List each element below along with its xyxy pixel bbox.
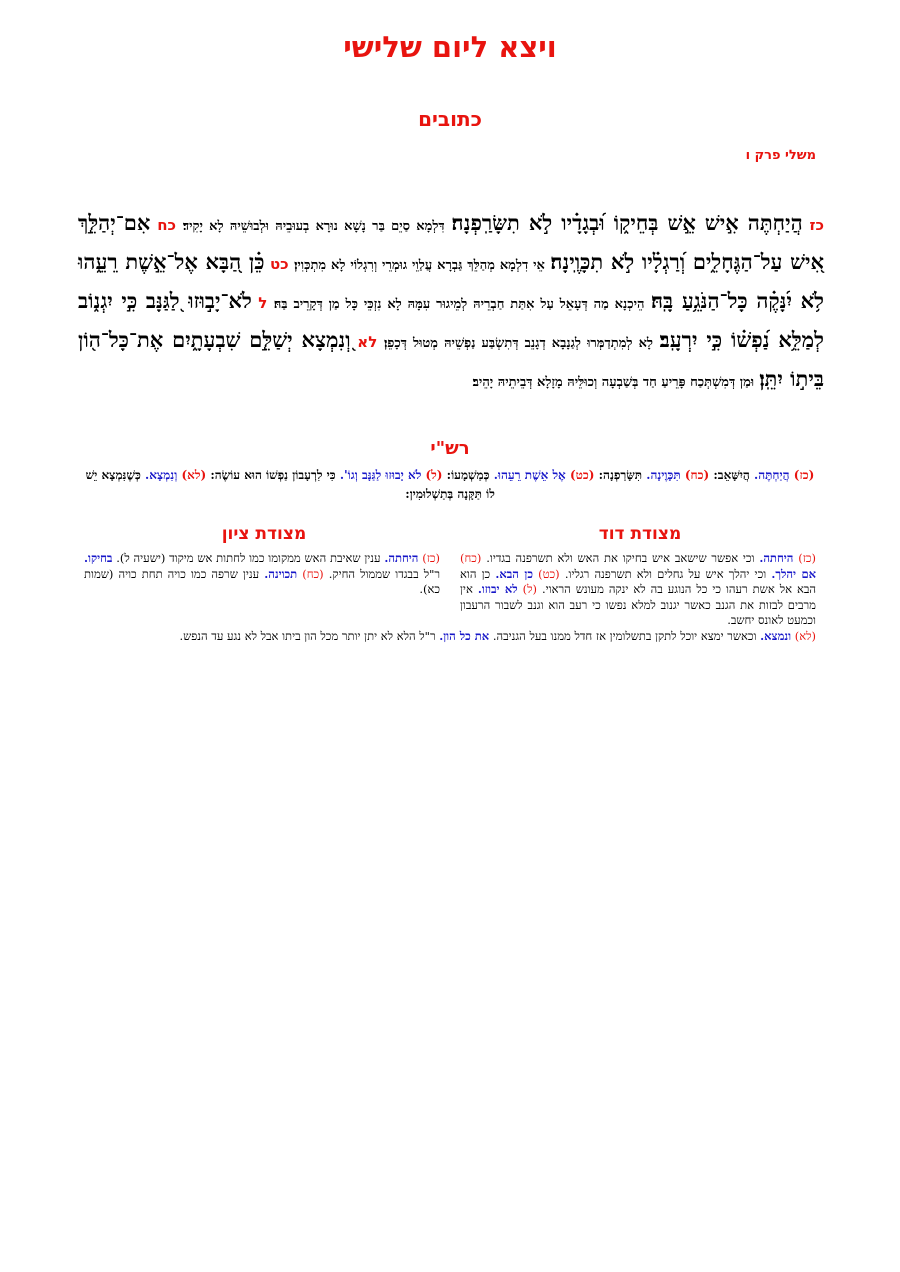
md-entry bbox=[493, 629, 816, 643]
entry-heading: אם יהלך. bbox=[771, 566, 816, 581]
entry-text: ענין שרפה כמו כויה תחת כויה (שמות כא). bbox=[84, 566, 440, 596]
rashi-commentary bbox=[84, 466, 816, 504]
verse-text: וְ֭נִמְצָא יְשַׁלֵּ֣ם שִׁבְעָתָ֑יִם אֶת־כָּל־ה֖וֹן בֵּית֣וֹ יִתֵּֽן׃ bbox=[78, 327, 824, 391]
entry-text: ר"ל הלא לא יתן יותר מכל הון ביתו אבל לא נגע עד הנפש. bbox=[179, 629, 436, 643]
entry-text: ענין שאיבת האש ממקומו כמו לחתות אש מיקוד (ישעיה ל). bbox=[116, 551, 381, 565]
entry-text: כְּמַשְׁמָעוֹ: bbox=[446, 468, 490, 482]
entry-text: תִּשָּׂרַפְנָה: bbox=[598, 468, 643, 482]
entry-text: ר"ל בבגדו שממול החיק. bbox=[328, 566, 441, 581]
chapter-heading: משלי פרק ו bbox=[745, 148, 816, 163]
entry-text: כְּשֶׁנִּמְצָא יֵשׁ לוֹ תַּקָּנָה בְּתַשְׁלוּמִין: bbox=[85, 468, 495, 501]
entry-number: (לא) bbox=[181, 468, 207, 482]
md-entry bbox=[486, 551, 816, 565]
entry-number: (כט) bbox=[538, 566, 560, 581]
verse-number: לא bbox=[357, 333, 378, 351]
rashi-title: רש"י bbox=[430, 438, 470, 459]
metzudat-david-column bbox=[460, 551, 816, 629]
entry-number: (כח) bbox=[302, 566, 324, 581]
targum-text: אֵי דִלְמָא מְהַלֵּךְ גַּבְרָא עֲלַוֵי גוּמְרֵי וְרִגְלוֹי לָא מִתְכְּוִין׃ bbox=[294, 258, 545, 273]
entry-text: וכי אפשר שישאב איש בחיקו את האש ולא תשרפנה בגדיו. bbox=[486, 551, 755, 565]
entry-text: הֲיִשָּׁאֵב: bbox=[713, 468, 750, 482]
entry-heading: כן הבא. bbox=[495, 566, 533, 581]
verse-text: הֲיַחְתֶּה אִ֣ישׁ אֵ֣שׁ בְּחֵיק֑וֹ וּ֝בְגָדָ֗יו לֹ֣א תִשָּׂרַֽפְנָה׃ bbox=[451, 210, 803, 235]
rashi-entry bbox=[713, 468, 814, 482]
entry-number: (כז) bbox=[793, 468, 815, 482]
entry-text: כִּי לִרְעָבוֹן נַפְשׁוֹ הוּא עוֹשֶׂה: bbox=[210, 468, 336, 482]
entry-heading: לֹא יָבוּזוּ לַגַּנָּב וְגוֹ'. bbox=[339, 468, 422, 482]
verse-text: לֹא־יָב֣וּזוּ לַ֭גַּנָּב כִּ֣י יִגְנ֑וֹב לְמַלֵּ֥א נַ֝פְשׁ֗וֹ כִּ֣י יִרְעָֽב׃ bbox=[78, 288, 824, 352]
metzudat-zion-column bbox=[84, 551, 440, 598]
entry-heading: וְנִמְצָא. bbox=[145, 468, 178, 482]
verse-text: אִם־יְהַלֵּ֣ךְ אִ֭ישׁ עַל־הַגֶּחָלִ֑ים וְ֝רַגְלָ֗יו לֹ֣א תִכָּוֶֽינָה׃ bbox=[78, 210, 824, 274]
entry-heading: תִּכָּוֶינָה. bbox=[646, 468, 681, 482]
entry-text: אין מרבים לבזות את הגנב כאשר יגנוב למלא נפשו כי רעב הוא וגנב לשבור הרעבון וכמעט לאונס יחשב. bbox=[460, 582, 816, 627]
verse-number: ל bbox=[258, 294, 268, 312]
verses-block bbox=[78, 205, 824, 400]
verse-number: כט bbox=[269, 255, 289, 273]
entry-heading: היחתה. bbox=[759, 551, 794, 565]
metzudat-david-continued bbox=[84, 629, 816, 645]
targum-text: דִּלְמָא סַיֵם בַּר נָשָׁא נוּרָא בְעוּבֵיהּ וּלְבוּשֵׁיהּ לָא יָקִיד׃ bbox=[182, 219, 445, 234]
entry-number: (כז) bbox=[422, 551, 441, 565]
verse-text: כֵּ֗ן הַ֭בָּא אֶל־אֵ֣שֶׁת רֵעֵ֑הוּ לֹ֥א יִ֝נָּקֶ֗ה כָּל־הַנֹּגֵ֥עַ בָּֽהּ׃ bbox=[78, 249, 824, 313]
entry-heading: אֶל אֵשֶׁת רֵעֵהוּ. bbox=[493, 468, 566, 482]
targum-text: לָא לְמִתְדַמְּרוּ לְגַנָבָא דְגָנֵב דְּתִשְׂבַּע נַפְשֵׁיהּ מְטוּל דְּכָפֵן׃ bbox=[383, 336, 653, 351]
rashi-entry bbox=[599, 468, 710, 482]
entry-text: וכאשר ימצא יוכל לתקן בתשלומין אז חדל ממנו בעל הגניבה. bbox=[492, 629, 757, 643]
entry-heading: לא יבוזו. bbox=[477, 582, 518, 596]
md-entry bbox=[179, 629, 489, 643]
entry-number: (כט) bbox=[569, 468, 595, 482]
entry-text: וכי יהלך איש על גחלים ולא תשרפנה רגליו. bbox=[564, 566, 767, 581]
entry-number: (לא) bbox=[794, 629, 816, 643]
verse-number: כח bbox=[157, 216, 177, 234]
entry-heading: היחתה. bbox=[384, 551, 419, 565]
targum-text: וּמַן דְּמִשְׁתְּכַח פָּרֵיעַ חַד בְּשַׁבְעָה וְכוּלֵּיהּ מָזָלָא דְּבֵיתֵיהּ יָהֵיב׃ bbox=[472, 375, 755, 390]
entry-heading: בחיקו. bbox=[84, 551, 113, 565]
entry-heading: הֲיַחְתֶּה. bbox=[754, 468, 790, 482]
entry-heading: תכוינה. bbox=[264, 566, 298, 581]
metzudat-zion-title: מצודת ציון bbox=[221, 524, 307, 544]
targum-text: הֵיכְנָא מַה דְּעָאֵל עַל אִתַּת חַבְרֵיהּ לְמֵיגוּר עִמָּהּ לָא נִזְכֵּי כָּל מַן דְּקָרֵיב בַּהּ׃ bbox=[273, 297, 645, 312]
verse-27 bbox=[176, 210, 825, 235]
entry-number: (כח) bbox=[460, 551, 482, 565]
entry-number: (כז) bbox=[798, 551, 816, 565]
entry-heading: ונמצא. bbox=[760, 629, 792, 643]
rashi-entry bbox=[447, 468, 595, 482]
entry-number: (כח) bbox=[684, 468, 710, 482]
entry-text: כן הוא הבא אל אשת רעהו כי כל הנוגע בה לא ינקה מעונש הראוי. bbox=[460, 566, 816, 596]
rashi-entry bbox=[210, 468, 442, 482]
page-title: ויצא ליום שלישי bbox=[343, 30, 557, 64]
entry-number: (ל) bbox=[425, 468, 443, 482]
metzudat-david-title: מצודת דוד bbox=[598, 524, 682, 544]
verse-number: כז bbox=[809, 216, 825, 234]
section-title: כתובים bbox=[418, 107, 482, 131]
mz-entry bbox=[116, 551, 440, 565]
entry-number: (ל) bbox=[522, 582, 537, 596]
entry-heading: את כל הון. bbox=[439, 629, 490, 643]
